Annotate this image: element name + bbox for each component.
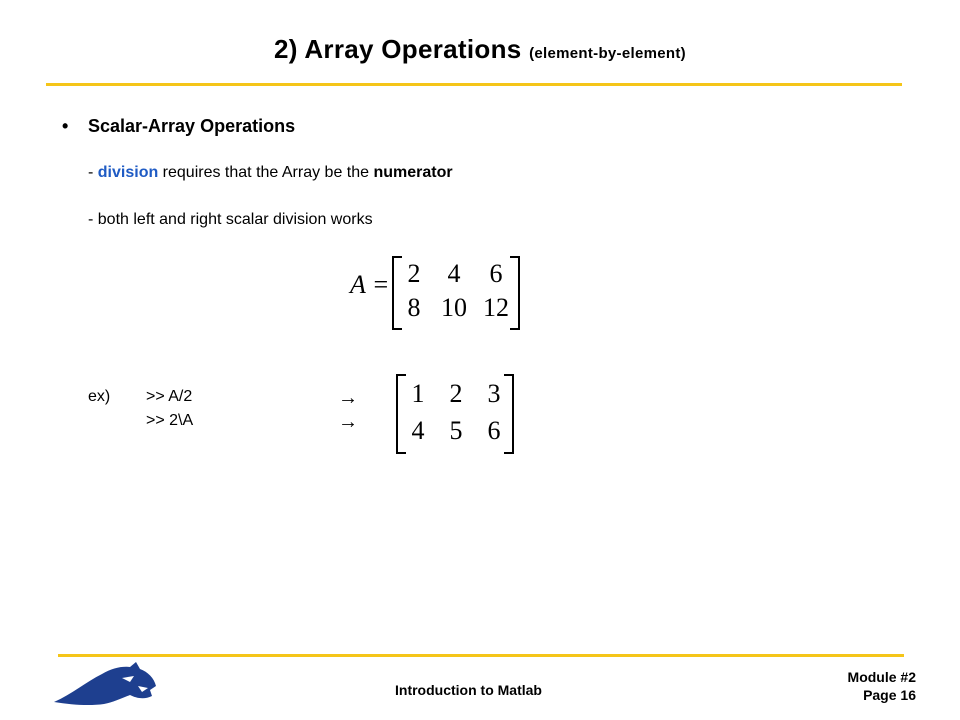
matrix-a-cell: 12 bbox=[483, 293, 509, 322]
bottom-divider bbox=[58, 654, 904, 657]
example-label: ex) bbox=[88, 388, 111, 405]
matrix-a-cell: 6 bbox=[489, 259, 503, 288]
matrix-a bbox=[392, 256, 520, 326]
footer-page-number: Page 16 bbox=[863, 687, 916, 703]
slide-title bbox=[0, 34, 960, 65]
division-note-prefix: - bbox=[88, 164, 98, 181]
result-matrix-cell: 5 bbox=[449, 416, 463, 445]
result-matrix-cell: 1 bbox=[411, 379, 425, 408]
scalar-division-note: - both left and right scalar division works bbox=[88, 211, 373, 228]
example-command-2: >> 2\A bbox=[146, 412, 194, 429]
arrow-icon: → bbox=[338, 387, 358, 409]
numerator-keyword: numerator bbox=[373, 164, 453, 181]
footer-course: Introduction to Matlab bbox=[395, 682, 542, 698]
title-main: 2) Array Operations bbox=[274, 34, 522, 64]
bullet-heading bbox=[62, 116, 295, 137]
result-matrix-cell: 3 bbox=[487, 379, 501, 408]
matrix-a-label: A = bbox=[350, 270, 390, 299]
matrix-a-cell: 8 bbox=[407, 293, 421, 322]
bullet-heading-text: Scalar-Array Operations bbox=[88, 116, 296, 136]
title-sub: (element-by-element) bbox=[529, 45, 686, 62]
matrix-a-cell: 10 bbox=[441, 293, 467, 322]
result-matrix-cell: 2 bbox=[449, 379, 463, 408]
cougar-logo-icon bbox=[52, 660, 158, 708]
matrix-a-cell: 4 bbox=[447, 259, 461, 288]
division-keyword: division bbox=[97, 164, 159, 181]
top-divider bbox=[46, 83, 902, 86]
result-matrix-cell: 4 bbox=[411, 416, 425, 445]
result-matrix bbox=[396, 374, 514, 450]
example-command-1: >> A/2 bbox=[146, 388, 193, 405]
division-note-middle: requires that the Array be the bbox=[158, 164, 374, 181]
bullet-marker: • bbox=[62, 116, 69, 136]
division-note bbox=[88, 164, 453, 182]
result-matrix-cell: 6 bbox=[487, 416, 501, 445]
arrow-icon: → bbox=[338, 411, 358, 433]
footer-page-info bbox=[848, 668, 916, 704]
matrix-a-cell: 2 bbox=[407, 259, 421, 288]
footer-module: Module #2 bbox=[847, 669, 916, 685]
